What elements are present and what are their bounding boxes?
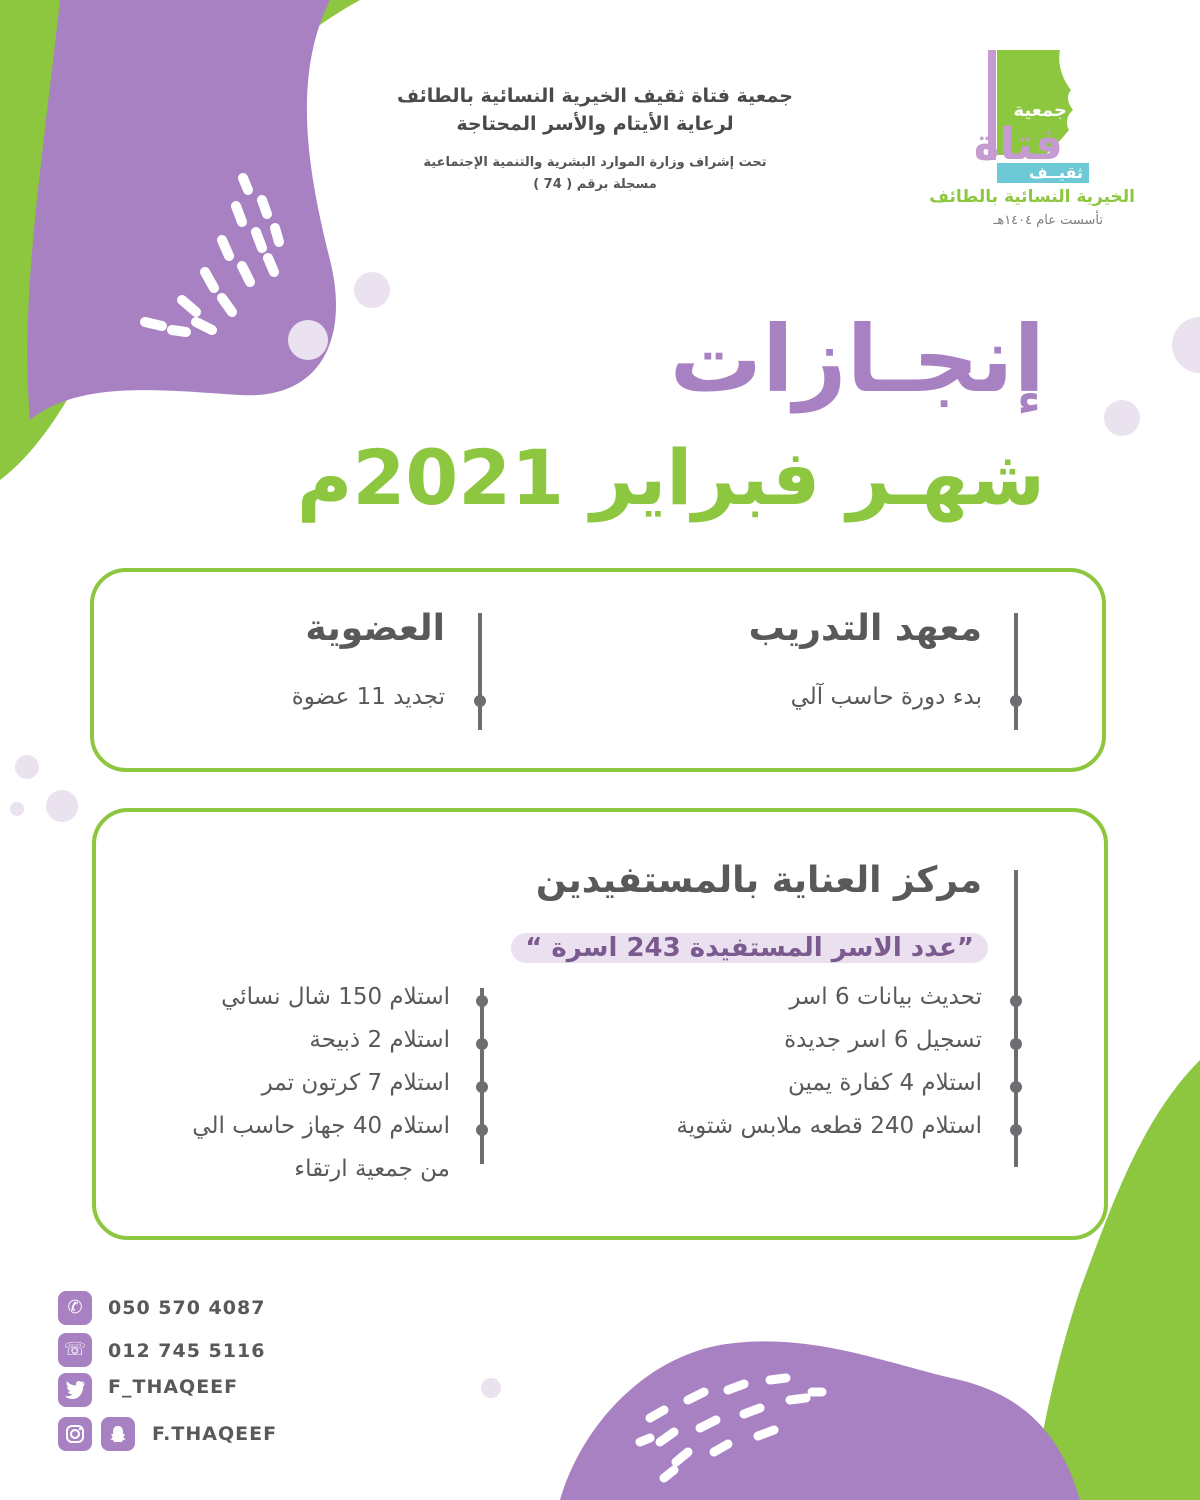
bullet-dot bbox=[474, 695, 486, 707]
page-title: إنجـازات bbox=[669, 306, 1045, 413]
care-item: تحديث بيانات 6 اسر bbox=[789, 984, 982, 1010]
logo-founded: تأسست عام ١٤٠٤هـ bbox=[993, 213, 1103, 228]
bullet-dot bbox=[1010, 695, 1022, 707]
care-item: استلام 240 قطعه ملابس شتوية bbox=[676, 1113, 982, 1139]
divider-line bbox=[1014, 613, 1018, 730]
care-item: استلام 4 كفارة يمين bbox=[787, 1070, 982, 1096]
landline-number: 012 745 5116 bbox=[108, 1340, 266, 1362]
divider-line bbox=[480, 988, 484, 1164]
circle-deco bbox=[46, 790, 78, 822]
logo-tagline: الخيرية النسائية بالطائف bbox=[929, 187, 1135, 207]
org-name-line2: لرعاية الأيتام والأسر المحتاجة bbox=[456, 113, 734, 135]
care-item: استلام 2 ذبيحة bbox=[309, 1027, 450, 1053]
circle-deco bbox=[354, 272, 390, 308]
care-item: من جمعية ارتقاء bbox=[294, 1156, 450, 1182]
bullet-dot bbox=[1010, 1124, 1022, 1136]
circle-deco bbox=[288, 320, 328, 360]
organization-registration bbox=[400, 152, 790, 196]
bullet-dot bbox=[1010, 995, 1022, 1007]
supervision-text: تحت إشراف وزارة الموارد البشرية والتنمية الإجتماعية bbox=[423, 155, 767, 170]
section-title-care: مركز العناية بالمستفيدين bbox=[535, 860, 982, 901]
circle-deco bbox=[481, 1378, 501, 1398]
page-subtitle: شهـر فبراير 2021م bbox=[296, 433, 1045, 522]
divider-line bbox=[1014, 870, 1018, 1167]
logo-word-association: جمعية bbox=[1013, 100, 1067, 121]
section-title-membership: العضوية bbox=[305, 608, 445, 649]
circle-deco bbox=[1104, 400, 1140, 436]
care-item: استلام 7 كرتون تمر bbox=[261, 1070, 450, 1096]
org-name-line1: جمعية فتاة ثقيف الخيرية النسائية بالطائف bbox=[397, 85, 793, 107]
training-item: بدء دورة حاسب آلي bbox=[790, 684, 982, 710]
registration-text: مسجلة برقم ( 74 ) bbox=[533, 177, 657, 192]
phone-icon: ✆ bbox=[58, 1291, 92, 1325]
section-title-training: معهد التدريب bbox=[748, 608, 982, 649]
bullet-dot bbox=[1010, 1038, 1022, 1050]
instagram-snapchat-handle: F.THAQEEF bbox=[152, 1423, 278, 1445]
bullet-dot bbox=[476, 1081, 488, 1093]
circle-deco bbox=[15, 755, 39, 779]
instagram-icon bbox=[58, 1417, 92, 1451]
card-training-membership bbox=[90, 568, 1106, 772]
care-item: تسجيل 6 اسر جديدة bbox=[784, 1027, 982, 1053]
organization-name bbox=[355, 82, 835, 138]
logo-word-thaqeef: ثقيــف bbox=[1028, 163, 1083, 182]
twitter-handle: F_THAQEEF bbox=[108, 1376, 239, 1398]
twitter-icon bbox=[58, 1373, 92, 1407]
logo bbox=[929, 45, 1145, 245]
circle-deco bbox=[1172, 317, 1200, 373]
bullet-dot bbox=[476, 995, 488, 1007]
blob-purple-bottom bbox=[560, 1341, 1080, 1500]
care-item: استلام 40 جهاز حاسب الي bbox=[192, 1113, 450, 1139]
bullet-dot bbox=[1010, 1081, 1022, 1093]
circle-deco bbox=[10, 802, 24, 816]
mobile-number: 050 570 4087 bbox=[108, 1297, 266, 1319]
landline-icon: ☏ bbox=[58, 1333, 92, 1367]
beneficiary-families-count: ”عدد الاسر المستفيدة 243 اسرة “ bbox=[511, 933, 988, 963]
divider-line bbox=[478, 613, 482, 730]
membership-item: تجديد 11 عضوة bbox=[291, 684, 445, 710]
bullet-dot bbox=[476, 1038, 488, 1050]
bullet-dot bbox=[476, 1124, 488, 1136]
blob-purple-top-left bbox=[27, 0, 336, 420]
logo-word-fatat: فتاة bbox=[973, 119, 1063, 170]
care-item: استلام 150 شال نسائي bbox=[221, 984, 450, 1010]
snapchat-icon bbox=[101, 1417, 135, 1451]
